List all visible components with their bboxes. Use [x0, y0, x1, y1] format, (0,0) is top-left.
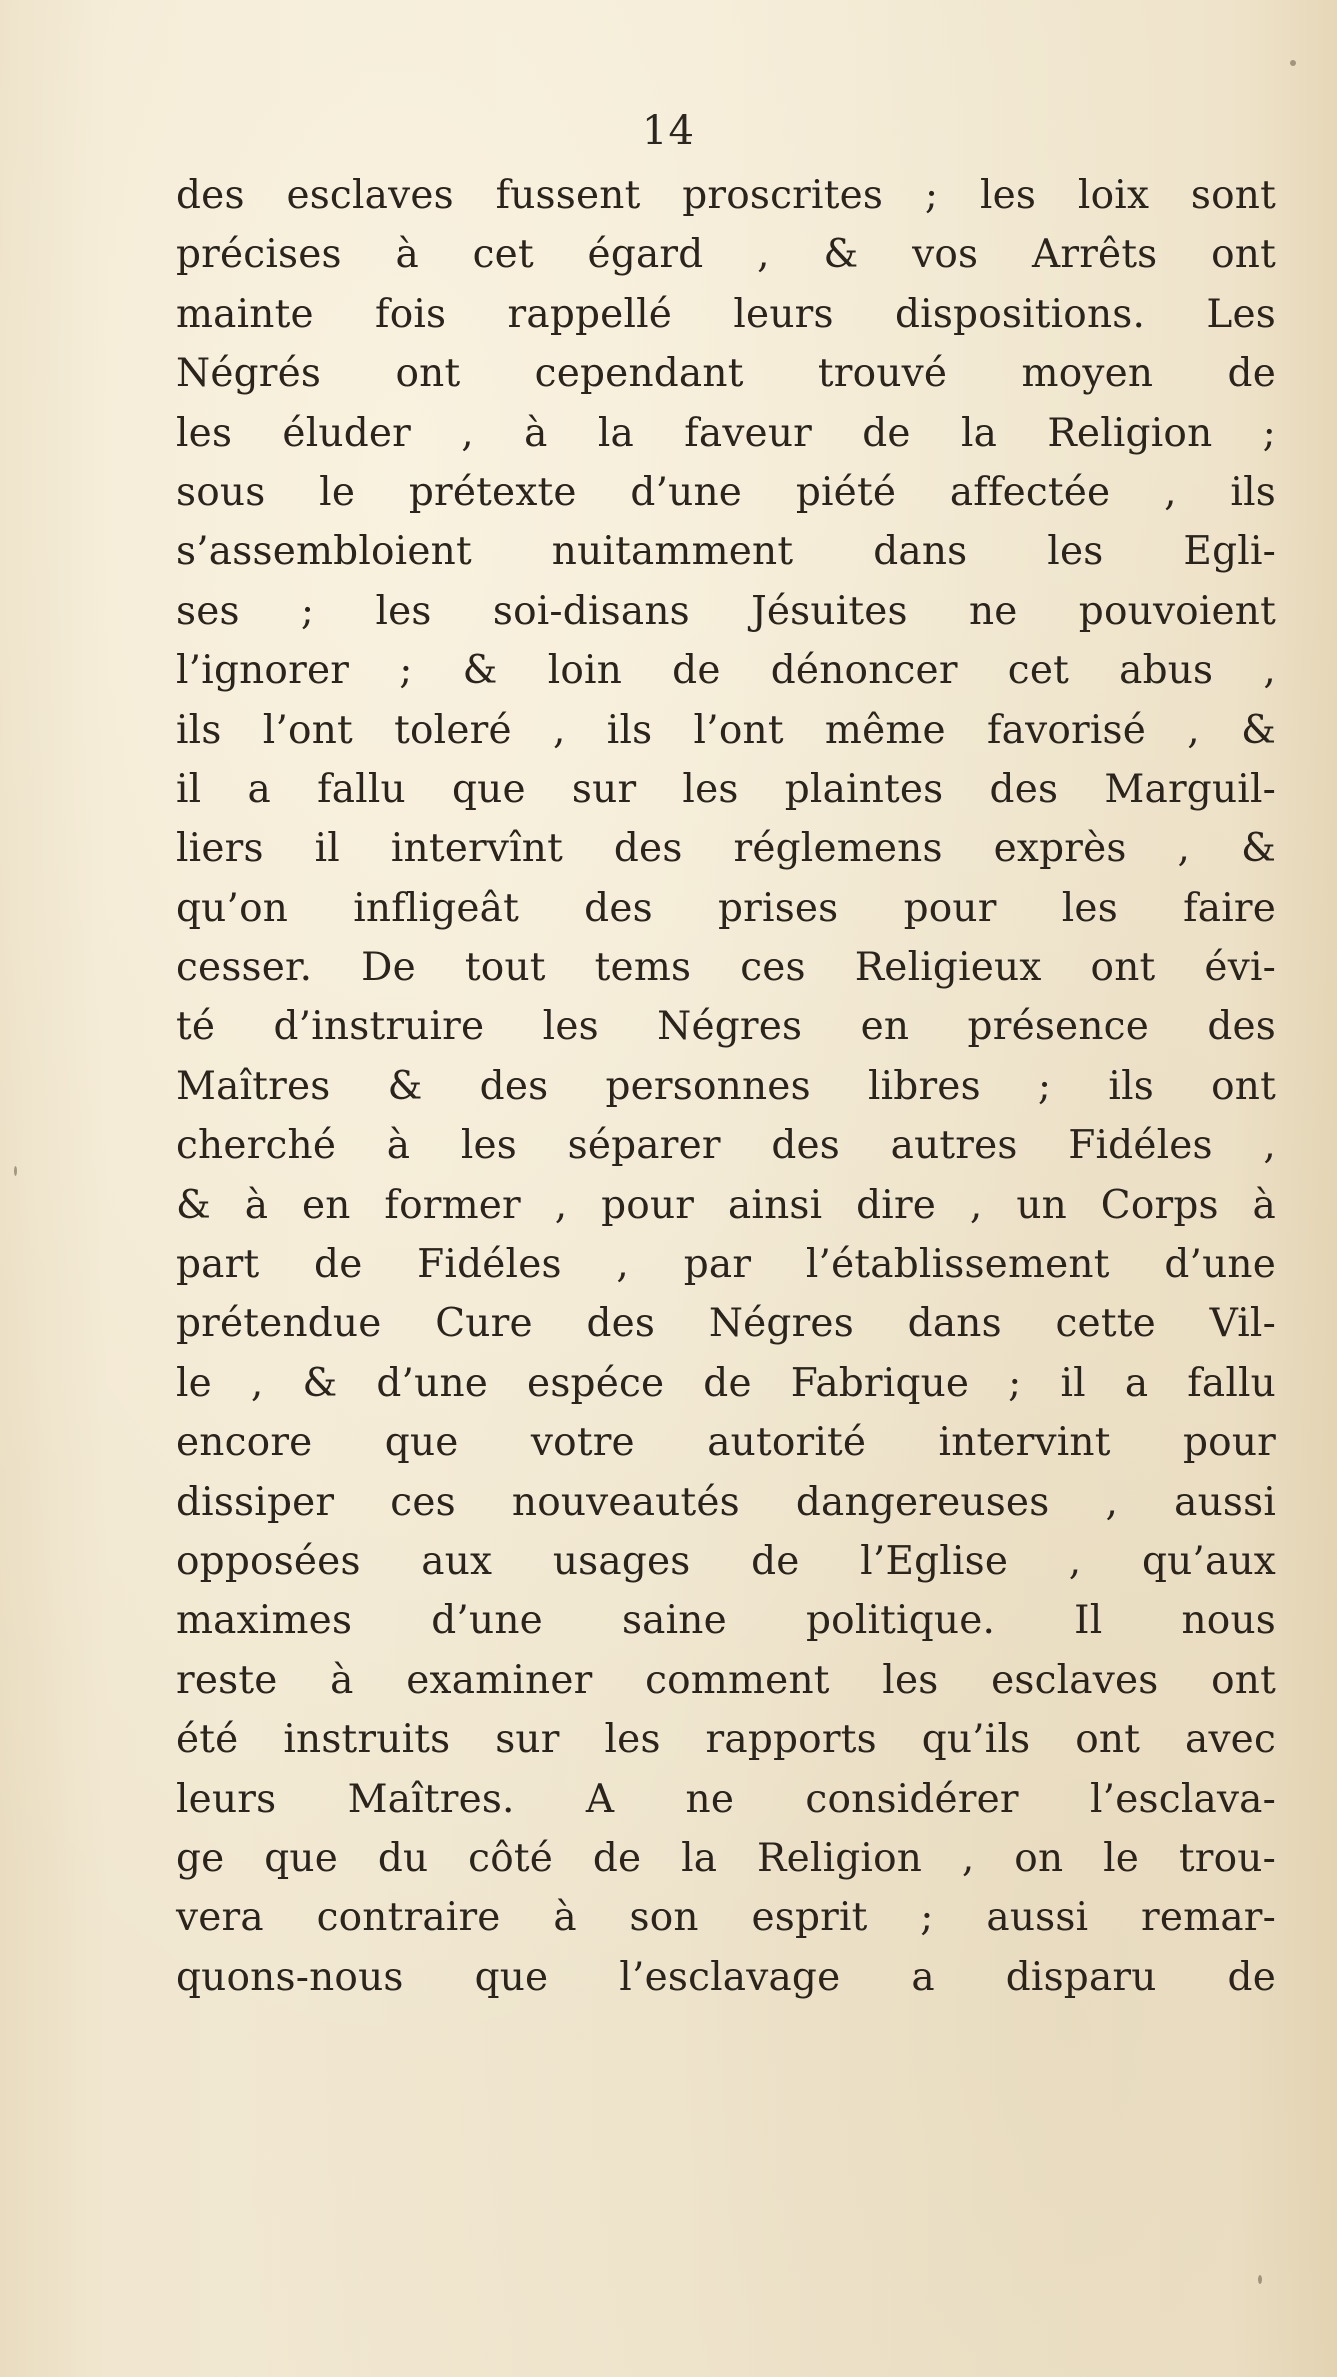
text-line: qu’on infligeât des prises pour les faire — [176, 885, 1276, 931]
text-line: Maîtres & des personnes libres ; ils ont — [176, 1063, 1276, 1109]
text-line: ils l’ont toleré , ils l’ont même favorisé , & — [176, 707, 1276, 753]
text-line: il a fallu que sur les plaintes des Marguil- — [176, 766, 1276, 812]
text-line: liers il intervînt des réglemens exprès , & — [176, 826, 1276, 872]
text-line: encore que votre autorité intervint pour — [176, 1420, 1276, 1466]
text-line: part de Fidéles , par l’établissement d’une — [176, 1242, 1276, 1288]
text-line: opposées aux usages de l’Eglise , qu’aux — [176, 1538, 1276, 1584]
text-line: l’ignorer ; & loin de dénoncer cet abus , — [176, 648, 1276, 694]
text-line: le , & d’une espéce de Fabrique ; il a fallu — [176, 1360, 1276, 1406]
text-line: précises à cet égard , & vos Arrêts ont — [176, 232, 1276, 278]
text-line: quons-nous que l’esclavage a disparu de — [176, 1954, 1276, 2000]
paper-speck — [14, 1166, 17, 1176]
text-line: ge que du côté de la Religion , on le trou- — [176, 1835, 1276, 1881]
text-line: sous le prétexte d’une piété affectée , ils — [176, 469, 1276, 515]
text-line: Négrés ont cependant trouvé moyen de — [176, 351, 1276, 397]
text-line: ses ; les soi-disans Jésuites ne pouvoient — [176, 588, 1276, 634]
text-line: été instruits sur les rapports qu’ils ont avec — [176, 1717, 1276, 1763]
paper-speck — [1290, 60, 1296, 66]
text-line: leurs Maîtres. A ne considérer l’esclava- — [176, 1776, 1276, 1822]
text-line: & à en former , pour ainsi dire , un Corps à — [176, 1182, 1276, 1228]
text-line: maximes d’une saine politique. Il nous — [176, 1598, 1276, 1644]
text-line: reste à examiner comment les esclaves ont — [176, 1657, 1276, 1703]
text-line: les éluder , à la faveur de la Religion ; — [176, 410, 1276, 456]
text-line: cesser. De tout tems ces Religieux ont évi- — [176, 945, 1276, 991]
text-line: vera contraire à son esprit ; aussi remar- — [176, 1895, 1276, 1941]
text-line: des esclaves fussent proscrites ; les loix sont — [176, 173, 1276, 218]
text-line: dissiper ces nouveautés dangereuses , aussi — [176, 1479, 1276, 1525]
text-line: s’assembloient nuitamment dans les Egli- — [176, 529, 1276, 575]
text-line: cherché à les séparer des autres Fidéles , — [176, 1123, 1276, 1169]
page-number: 14 — [642, 108, 695, 154]
body-text — [176, 166, 1276, 2007]
text-line: té d’instruire les Négres en présence des — [176, 1004, 1276, 1050]
paper-speck — [1258, 2275, 1262, 2284]
text-line: prétendue Cure des Négres dans cette Vil- — [176, 1301, 1276, 1347]
text-line: mainte fois rappellé leurs dispositions. Les — [176, 291, 1276, 337]
